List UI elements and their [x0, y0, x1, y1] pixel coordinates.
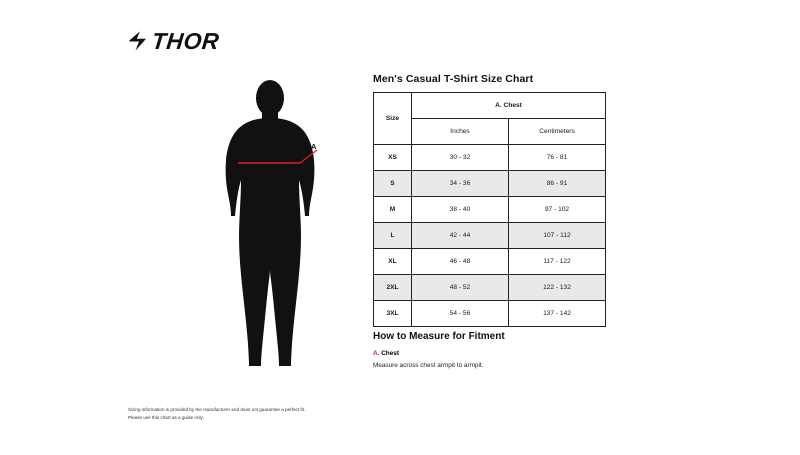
header-inches: Inches [412, 119, 509, 145]
howto-item-description: Measure across chest armpit to armpit. [373, 362, 484, 369]
cell-centimeters: 97 - 102 [509, 197, 606, 223]
cell-inches: 46 - 48 [412, 249, 509, 275]
cell-size: M [374, 197, 412, 223]
footer-line-1: Sizing information is provided by the manufacturer and does not guarantee a perfect fit. [128, 407, 306, 412]
howto-title: How to Measure for Fitment [373, 331, 505, 342]
cell-size: S [374, 171, 412, 197]
howto-item-label [373, 350, 399, 357]
header-size: Size [374, 93, 412, 145]
cell-size: XS [374, 145, 412, 171]
table-row [374, 223, 606, 249]
brand-logo [128, 28, 219, 54]
cell-size: L [374, 223, 412, 249]
table-row [374, 171, 606, 197]
cell-size: XL [374, 249, 412, 275]
cell-inches: 34 - 36 [412, 171, 509, 197]
cell-inches: 30 - 32 [412, 145, 509, 171]
footer-disclaimer [128, 406, 428, 423]
table-row [374, 197, 606, 223]
howto-item-letter: A. [373, 350, 380, 357]
table-row [374, 145, 606, 171]
cell-centimeters: 117 - 122 [509, 249, 606, 275]
cell-centimeters: 86 - 91 [509, 171, 606, 197]
cell-size: 3XL [374, 301, 412, 327]
chest-callout-label: A [311, 142, 317, 151]
thor-bolt-icon [128, 30, 150, 52]
cell-inches: 42 - 44 [412, 223, 509, 249]
table-row [374, 301, 606, 327]
body-figure [205, 80, 335, 370]
cell-centimeters: 107 - 112 [509, 223, 606, 249]
howto-item-name: Chest [381, 350, 399, 357]
table-row [374, 275, 606, 301]
chart-title: Men's Casual T-Shirt Size Chart [373, 73, 534, 85]
footer-line-2: Please use this chart as a guide only. [128, 415, 204, 421]
cell-inches: 54 - 56 [412, 301, 509, 327]
table-header-row-group [374, 93, 606, 119]
cell-inches: 48 - 52 [412, 275, 509, 301]
cell-inches: 38 - 40 [412, 197, 509, 223]
header-centimeters: Centimeters [509, 119, 606, 145]
cell-centimeters: 137 - 142 [509, 301, 606, 327]
chest-measure-line [205, 80, 335, 370]
size-chart-table [373, 92, 606, 327]
brand-name: THOR [150, 28, 221, 54]
table-row [374, 249, 606, 275]
header-chest-group: A. Chest [412, 93, 606, 119]
cell-centimeters: 76 - 81 [509, 145, 606, 171]
cell-size: 2XL [374, 275, 412, 301]
cell-centimeters: 122 - 132 [509, 275, 606, 301]
